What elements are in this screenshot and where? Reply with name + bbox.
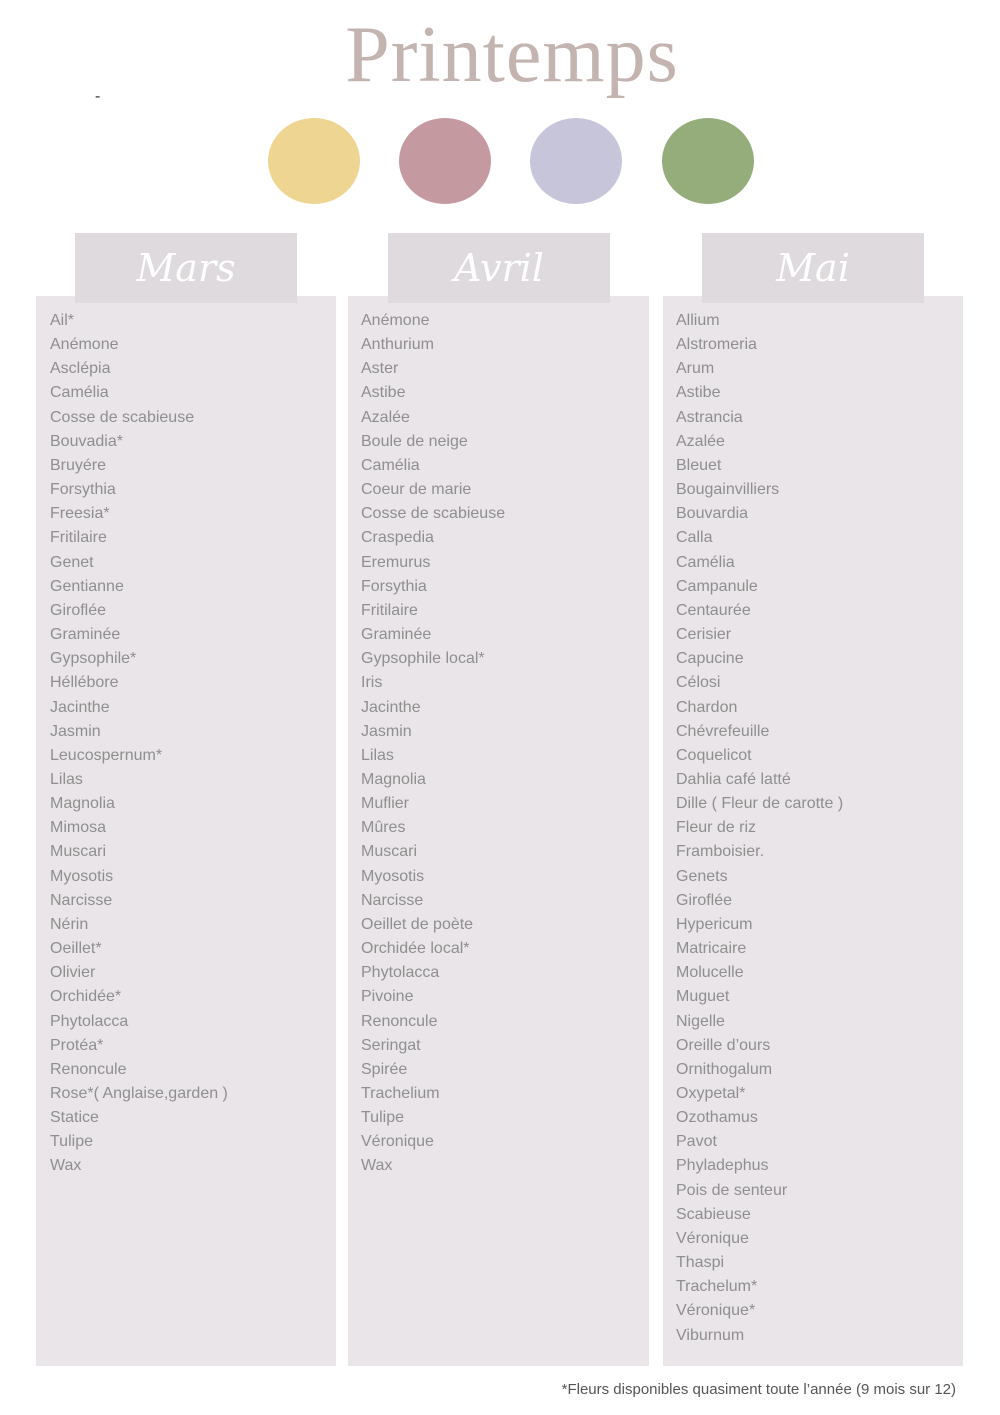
flower-item: Fritilaire [361,601,418,619]
flower-item: Pavot [676,1133,717,1151]
flower-item: Genet [50,553,94,571]
flower-item: Calla [676,529,713,547]
flower-item: Craspedia [361,529,434,547]
flower-item: Giroflée [676,891,733,909]
flower-item: Muscari [361,843,418,861]
flower-item: Lilas [361,746,394,764]
flower-item: Oeillet de poète [361,915,474,933]
flower-item: Bouvadia* [50,432,123,450]
flower-item: Astrancia [676,408,743,426]
flower-item: Azalée [676,432,725,450]
flower-item: Camélia [361,456,420,474]
flower-item: Cerisier [676,626,732,644]
flower-item: Forsythia [50,481,116,499]
flower-item: Genets [676,867,728,885]
flower-item: Framboisier. [676,843,765,861]
color-swatch-green [662,118,754,204]
flower-item: Jacinthe [361,698,421,716]
flower-item: Wax [50,1157,82,1175]
flower-item: Ozothamus [676,1109,758,1127]
flower-item: Statice [50,1109,99,1127]
flower-item: Mimosa [50,819,107,837]
flower-item: Anémone [50,336,119,354]
flower-item: Bruyére [50,456,107,474]
flower-item: Spirée [361,1060,408,1078]
flower-item: Myosotis [50,867,114,885]
flower-item: Dille ( Fleur de carotte ) [676,795,844,813]
flower-item: Héllébore [50,674,119,692]
flower-item: Narcisse [361,891,424,909]
flower-item: Thaspi [676,1254,725,1272]
flower-item: Oreille d’ours [676,1036,771,1054]
flower-item: Lilas [50,770,83,788]
flower-item: Astibe [676,384,721,402]
flower-item: Tulipe [361,1109,404,1127]
flower-item: Molucelle [676,964,744,982]
color-swatch-rose [399,118,491,204]
flower-item: Narcisse [50,891,113,909]
flower-item: Graminée [361,626,432,644]
flower-item: Arum [676,360,715,378]
flower-item: Asclépia [50,360,111,378]
flower-item: Nérin [50,915,89,933]
flower-item: Wax [361,1157,393,1175]
flower-item: Aster [361,360,399,378]
flower-item: Chardon [676,698,738,716]
color-swatch-yellow [268,118,360,204]
flower-item: Mûres [361,819,406,837]
stray-dash: - [95,88,101,105]
flower-item: Célosi [676,674,721,692]
flower-item: Oeillet* [50,940,102,958]
flower-item: Anémone [361,312,430,329]
month-header-mai: Mai [702,233,924,303]
flower-item: Bougainvilliers [676,481,780,499]
flower-item: Chévrefeuille [676,722,770,740]
flower-item: Oxypetal* [676,1085,746,1102]
flower-list-avril [361,309,505,1179]
flower-item: Muguet [676,988,730,1006]
flower-item: Freesia* [50,505,110,523]
flower-item: Camélia [50,384,109,402]
flower-item: Gypsophile* [50,650,137,668]
flower-item: Fritilaire [50,529,107,547]
flower-item: Renoncule [361,1012,438,1030]
flower-item: Seringat [361,1036,421,1054]
flower-item: Pois de senteur [676,1181,788,1199]
flower-item: Astibe [361,384,406,402]
flower-item: Viburnum [676,1326,745,1344]
flower-item: Scabieuse [676,1205,751,1223]
flower-item: Camélia [676,553,735,571]
flower-item: Cosse de scabieuse [50,408,195,426]
flower-item: Forsythia [361,577,427,595]
flower-item: Véronique* [676,1302,756,1320]
flower-item: Trachelium [361,1085,440,1102]
flower-list-mars [50,309,228,1179]
flower-item: Véronique [361,1133,434,1151]
footnote: *Fleurs disponibles quasiment toute l’année (9 mois sur 12) [561,1381,956,1398]
flower-item: Phyladephus [676,1157,769,1175]
flower-item: Trachelum* [676,1278,758,1296]
flower-item: Orchidée* [50,988,122,1006]
flower-item: Gentianne [50,577,124,595]
flower-item: Hypericum [676,915,753,933]
flower-item: Dahlia café latté [676,770,791,788]
flower-item: Phytolacca [361,964,440,982]
flower-item: Leucospernum* [50,746,163,764]
flower-item: Bleuet [676,456,722,474]
flower-item: Pivoine [361,988,414,1006]
flower-item: Tulipe [50,1133,93,1151]
flower-item: Cosse de scabieuse [361,505,506,523]
flower-item: Magnolia [50,795,115,813]
flower-item: Fleur de riz [676,819,757,837]
flower-item: Ail* [50,312,75,329]
flower-item: Phytolacca [50,1012,129,1030]
flower-item: Coquelicot [676,746,752,764]
flower-item: Anthurium [361,336,434,354]
flower-item: Azalée [361,408,410,426]
flower-item: Boule de neige [361,432,468,450]
flower-item: Jasmin [50,722,101,740]
flower-item: Myosotis [361,867,425,885]
flower-item: Renoncule [50,1060,127,1078]
flower-item: Coeur de marie [361,481,472,499]
flower-item: Bouvardia [676,505,749,523]
flower-item: Campanule [676,577,758,595]
flower-item: Matricaire [676,940,747,958]
flower-item: Gypsophile local* [361,650,485,668]
flower-item: Olivier [50,964,96,982]
flower-item: Muflier [361,795,410,813]
flower-item: Jasmin [361,722,412,740]
flower-item: Giroflée [50,601,107,619]
flower-item: Magnolia [361,770,426,788]
flower-list-mai [676,309,843,1348]
flower-item: Centaurée [676,601,751,619]
flower-item: Muscari [50,843,107,861]
flower-item: Orchidée local* [361,940,470,958]
flower-item: Ornithogalum [676,1060,773,1078]
flower-item: Nigelle [676,1012,725,1030]
month-header-avril: Avril [388,233,610,303]
page-title: Printemps [345,11,679,99]
flower-item: Graminée [50,626,121,644]
month-header-mars: Mars [75,233,297,303]
flower-item: Véronique [676,1229,749,1247]
flower-item: Protéa* [50,1036,104,1054]
flower-item: Jacinthe [50,698,110,716]
flower-item: Allium [676,312,720,329]
flower-item: Eremurus [361,553,431,571]
flower-item: Iris [361,674,383,692]
flower-item: Capucine [676,650,744,668]
flower-item: Rose*( Anglaise,garden ) [50,1085,228,1102]
flower-item: Alstromeria [676,336,757,354]
color-swatch-lavender [530,118,622,204]
